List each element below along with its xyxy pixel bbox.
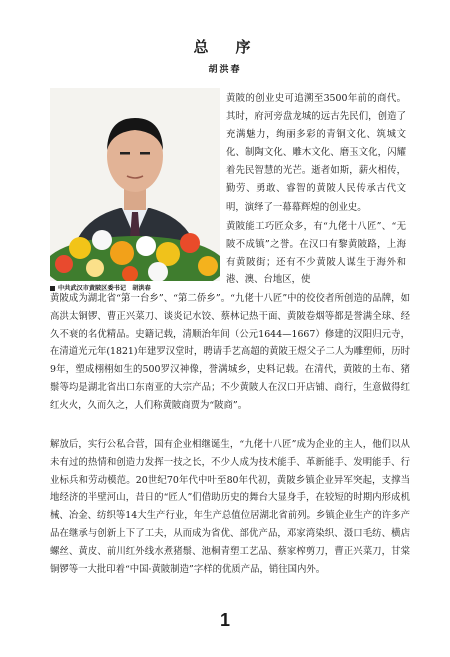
portrait-illustration — [50, 88, 220, 281]
photo-caption: 中共武汉市黄陂区委书记 胡洪春 — [50, 283, 225, 292]
paragraph-3: 解放后，实行公私合营，国有企业相继诞生，“九佬十八匠”成为企业的主人，他们以从未有过的热情和创造力发挥一技之长，不少人成为技术能手、革新能手、发明能手、行业标兵和劳动模范。20世纪70年代中叶至80年代初，黄陂乡镇企业异军突起，支撑当地经济的半壁河山，昔日的“匠人”们借助历史的舞台大显身手，在较短的时期内形成机械、冶金、纺织等14大生产行业，年生产总值位居湖北省前列。乡镇企业生产的许多产品在继承与创新上下了工夫，从而成为省优、部优产品，邓家湾染织、滠口毛纺、横店螺丝、黄皮、前川红外线水煮猪鬃、池桐青塑工艺品、蔡家榨剪刀，曹正兴菜刀，甘棠铜锣等一大批印着“中国·黄陂制造”字样的优质产品，销往国内外。 — [50, 439, 410, 575]
paragraph-2-bottom: 黄陂成为湖北省“第一台乡”、“第二侨乡”。“九佬十八匠”中的佼佼者所创造的品牌，如高洪太铜锣、曹正兴菜刀、谈炎记水饺、蔡林记热干面、黄陂卷烟等都是誉满全球、经久不衰的名优精品。史籍记载，清顺治年间（公元1644—1667）修建的汉阳归元寺，在清道光元年(1821)年建罗汉堂时，聘请手艺高超的黄陂王煜父子二人为雕塑师，历时9年，塑成栩栩如生的500罗汉神像，誉满城乡，史料记载。在清代，黄陂的土布、猪鬃等均是湖北省出口东南亚的大宗产品；不少黄陂人在汉口开店铺、商行，生意做得红红火火，久而久之，人们称黄陂商贾为“陂商”。 — [50, 293, 410, 411]
page-number: 1 — [219, 610, 230, 630]
paragraph-2-top: 黄陂能工巧匠众多，有“九佬十八匠”、“无陂不成镇”之誉。在汉口有黎黄陂路，上海有黄陂街；还有不少黄陂人谋生于海外和港、澳、台地区，使 — [226, 221, 406, 286]
page-title: 总 序 — [193, 38, 257, 56]
paragraph-1: 黄陂的创业史可追溯至3500年前的商代。其时，府河旁盘龙城的远古先民们，创造了充满魅力，绚丽多彩的青铜文化、筑城文化、制陶文化、雕木文化、磨玉文化，闪耀着先民智慧的光芒。逝者如斯，薪火相传，勤劳、勇敢、睿智的黄陂人民传承古代文明，演绎了一幕幕辉煌的创业史。 — [226, 93, 406, 213]
author-name: 胡洪春 — [208, 65, 242, 75]
portrait-photo — [50, 88, 220, 281]
